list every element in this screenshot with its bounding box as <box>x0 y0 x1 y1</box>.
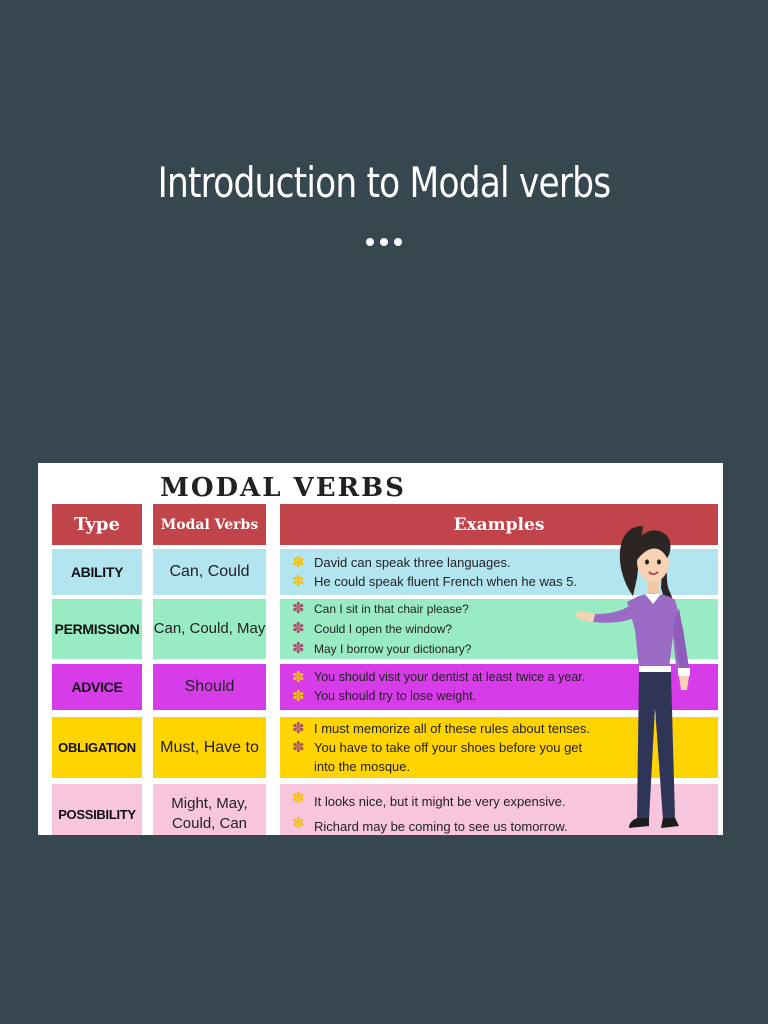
row-modal-permission: Can, Could, May <box>153 599 266 659</box>
flower-icon: ✽ <box>292 815 305 832</box>
modal-verbs-image <box>38 463 723 835</box>
flower-icon: ✽ <box>292 720 305 737</box>
example-text: You have to take off your shoes before you get <box>314 740 583 755</box>
example-text: You should try to lose weight. <box>314 689 477 703</box>
example-text: Richard may be coming to see us tomorrow. <box>314 819 568 834</box>
example-text: It looks nice, but it might be very expensive. <box>314 794 566 809</box>
row-type-obligation: OBLIGATION <box>52 717 142 778</box>
dot <box>394 238 402 246</box>
header-examples: Examples <box>280 504 718 545</box>
flower-icon: ✽ <box>292 640 305 657</box>
flower-icon: ✽ <box>292 573 305 590</box>
ellipsis-decoration <box>0 238 768 246</box>
dot <box>380 238 388 246</box>
row-type-ability: ABILITY <box>52 549 142 595</box>
header-modal-verbs: Modal Verbs <box>153 504 266 545</box>
example-text: He could speak fluent French when he was 5. <box>314 574 578 589</box>
row-modal-obligation: Must, Have to <box>153 717 266 778</box>
modal-line: Could, Can <box>171 815 248 832</box>
row-type-permission: PERMISSION <box>52 599 142 659</box>
example-text: Could I open the window? <box>314 622 453 636</box>
row-type-possibility: POSSIBILITY <box>52 784 142 835</box>
flower-icon: ✽ <box>292 554 305 571</box>
dot <box>366 238 374 246</box>
flower-icon: ✽ <box>292 790 305 807</box>
example-text: Can I sit in that chair please? <box>314 602 469 616</box>
example-text: You should visit your dentist at least twice a year. <box>314 670 586 684</box>
row-modal-advice: Should <box>153 664 266 710</box>
example-text: into the mosque. <box>314 759 411 774</box>
example-text: I must memorize all of these rules about tenses. <box>314 721 591 736</box>
modal-line: Might, May, <box>171 795 248 812</box>
flower-icon: ✽ <box>292 739 305 756</box>
header-type: Type <box>52 504 142 545</box>
teacher-illustration <box>565 518 715 835</box>
row-type-advice: ADVICE <box>52 664 142 710</box>
example-text: May I borrow your dictionary? <box>314 642 472 656</box>
slide-title: Introduction to Modal verbs <box>157 158 611 207</box>
flower-icon: ✽ <box>292 620 305 637</box>
flower-icon: ✽ <box>292 688 305 705</box>
row-modal-ability: Can, Could <box>153 549 266 595</box>
flower-icon: ✽ <box>292 669 305 686</box>
figure-title: MODAL VERBS <box>160 473 406 503</box>
example-text: David can speak three languages. <box>314 555 511 570</box>
row-modal-possibility <box>153 784 266 835</box>
flower-icon: ✽ <box>292 600 305 617</box>
